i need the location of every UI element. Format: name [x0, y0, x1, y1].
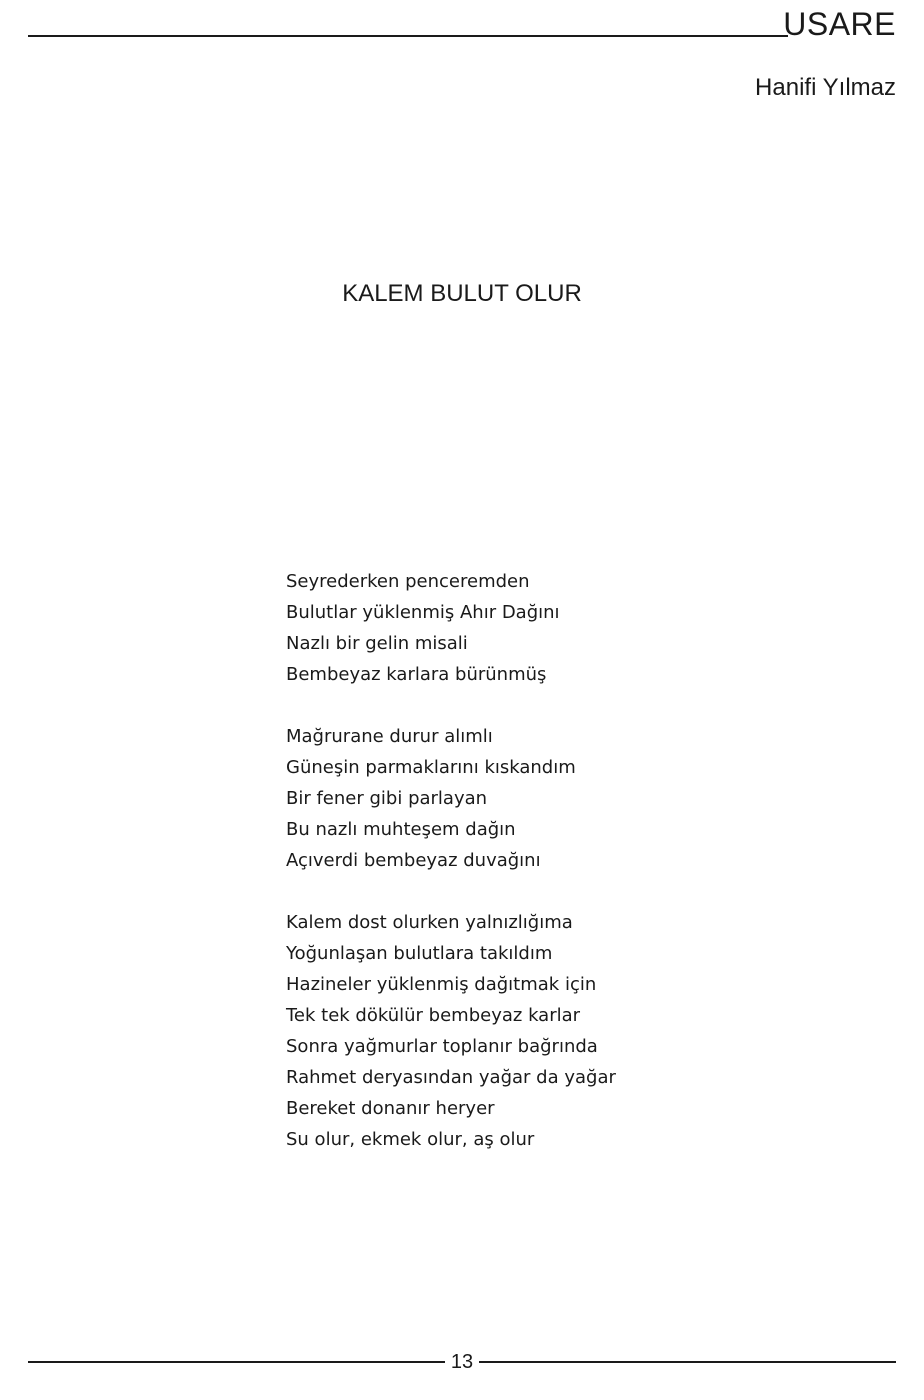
page-footer — [28, 1348, 896, 1376]
stanza-1 — [286, 566, 846, 690]
verse-line: Hazineler yüklenmiş dağıtmak için — [286, 974, 597, 995]
author-name: Hanifi Yılmaz — [755, 74, 896, 101]
verse-line: Bulutlar yüklenmiş Ahır Dağını — [286, 602, 560, 623]
verse-line: Rahmet deryasından yağar da yağar — [286, 1067, 616, 1088]
verse-line: Seyrederken penceremden — [286, 571, 530, 592]
stanza-2 — [286, 721, 846, 876]
footer-rule-left — [28, 1361, 445, 1363]
magazine-title: USARE — [783, 6, 896, 42]
verse-line: Su olur, ekmek olur, aş olur — [286, 1129, 535, 1150]
footer-rule-right — [479, 1361, 896, 1363]
verse-line: Bereket donanır heryer — [286, 1098, 495, 1119]
verse-line: Kalem dost olurken yalnızlığıma — [286, 912, 573, 933]
verse-line: Sonra yağmurlar toplanır bağrında — [286, 1036, 598, 1057]
verse-line: Açıverdi bembeyaz duvağını — [286, 850, 541, 871]
verse-line: Yoğunlaşan bulutlara takıldım — [286, 943, 553, 964]
poem-body — [286, 566, 846, 1155]
verse-line: Mağrurane durur alımlı — [286, 726, 493, 747]
verse-line: Güneşin parmaklarını kıskandım — [286, 757, 576, 778]
verse-line: Nazlı bir gelin misali — [286, 633, 468, 654]
verse-line: Bir fener gibi parlayan — [286, 788, 488, 809]
page-number: 13 — [450, 1351, 474, 1373]
header-rule — [28, 35, 788, 37]
poem-title: KALEM BULUT OLUR — [342, 280, 582, 307]
verse-line: Bu nazlı muhteşem dağın — [286, 819, 516, 840]
stanza-3 — [286, 907, 846, 1155]
verse-line: Tek tek dökülür bembeyaz karlar — [286, 1005, 581, 1026]
verse-line: Bembeyaz karlara bürünmüş — [286, 664, 547, 685]
